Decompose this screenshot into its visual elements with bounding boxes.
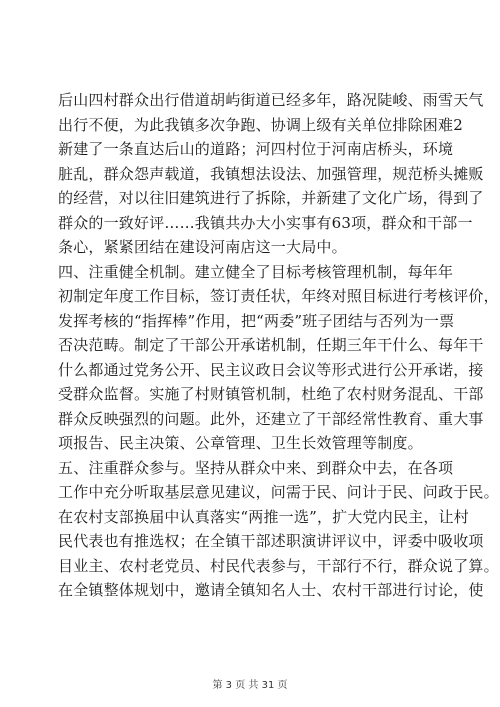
text-line: 项报告、民主决策、公章管理、卫生长效管理等制度。 bbox=[58, 434, 423, 452]
text-line: 五、注重群众参与。坚持从群众中来、到群众中去，在各项 bbox=[58, 458, 454, 477]
text-line: 发挥考核的“指挥棒”作用，把“两委”班子团结与否列为一票 bbox=[58, 311, 455, 330]
text-line: 的经营，对以往旧建筑进行了拆除，并新建了文化广场，得到了 bbox=[58, 189, 484, 207]
text-line: 出行不便，为此我镇多次争跑、协调上级有关单位排除困难2 bbox=[58, 115, 463, 134]
text-line: 否决范畴。制定了干部公开承诺机制，任期三年干什么、每年干 bbox=[58, 336, 484, 354]
text-line: 后山四村群众出行借道胡屿街道已经多年，路况陡峻、雨雪天气 bbox=[58, 91, 484, 109]
text-line: 四、注重健全机制。建立健全了目标考核管理机制，每年年 bbox=[58, 262, 454, 281]
text-line: 在农村支部换届中认真落实“两推一选”，扩大党内民主，让村 bbox=[58, 507, 469, 526]
text-line: 受群众监督。实施了村财镇管机制，杜绝了农村财务混乱、干部 bbox=[58, 385, 484, 403]
text-line: 目业主、农村老党员、村民代表参与，干部行不行，群众说了算。 bbox=[58, 556, 499, 575]
text-line: 新建了一条直达后山的道路；河四村位于河南店桥头，环境 bbox=[58, 140, 454, 158]
text-line: 条心，紧紧团结在建设河南店这一大局中。 bbox=[58, 238, 347, 256]
text-line: 群众的一致好评……我镇共办大小实事有63项，群众和干部一 bbox=[58, 213, 473, 232]
page-number-footer: 第 3 页 共 31 页 bbox=[212, 680, 288, 691]
text-line: 工作中充分听取基层意见建议，问需于民、问计于民、问政于民。 bbox=[58, 483, 499, 501]
text-line: 民代表也有推选权；在全镇干部述职演讲评议中，评委中吸收项 bbox=[58, 532, 484, 550]
document-body bbox=[58, 88, 499, 603]
text-line: 在全镇整体规划中，邀请全镇知名人士、农村干部进行讨论，使 bbox=[58, 581, 484, 599]
text-line: 脏乱，群众怨声载道，我镇想法设法、加强管理，规范桥头摊贩 bbox=[58, 164, 484, 183]
text-line: 初制定年度工作目标，签订责任状，年终对照目标进行考核评价， bbox=[58, 287, 499, 305]
text-line: 群众反映强烈的问题。此外，还建立了干部经常性教育、重大事 bbox=[58, 409, 484, 428]
text-line: 什么都通过党务公开、民主议政日会议等形式进行公开承诺，接 bbox=[58, 360, 484, 379]
